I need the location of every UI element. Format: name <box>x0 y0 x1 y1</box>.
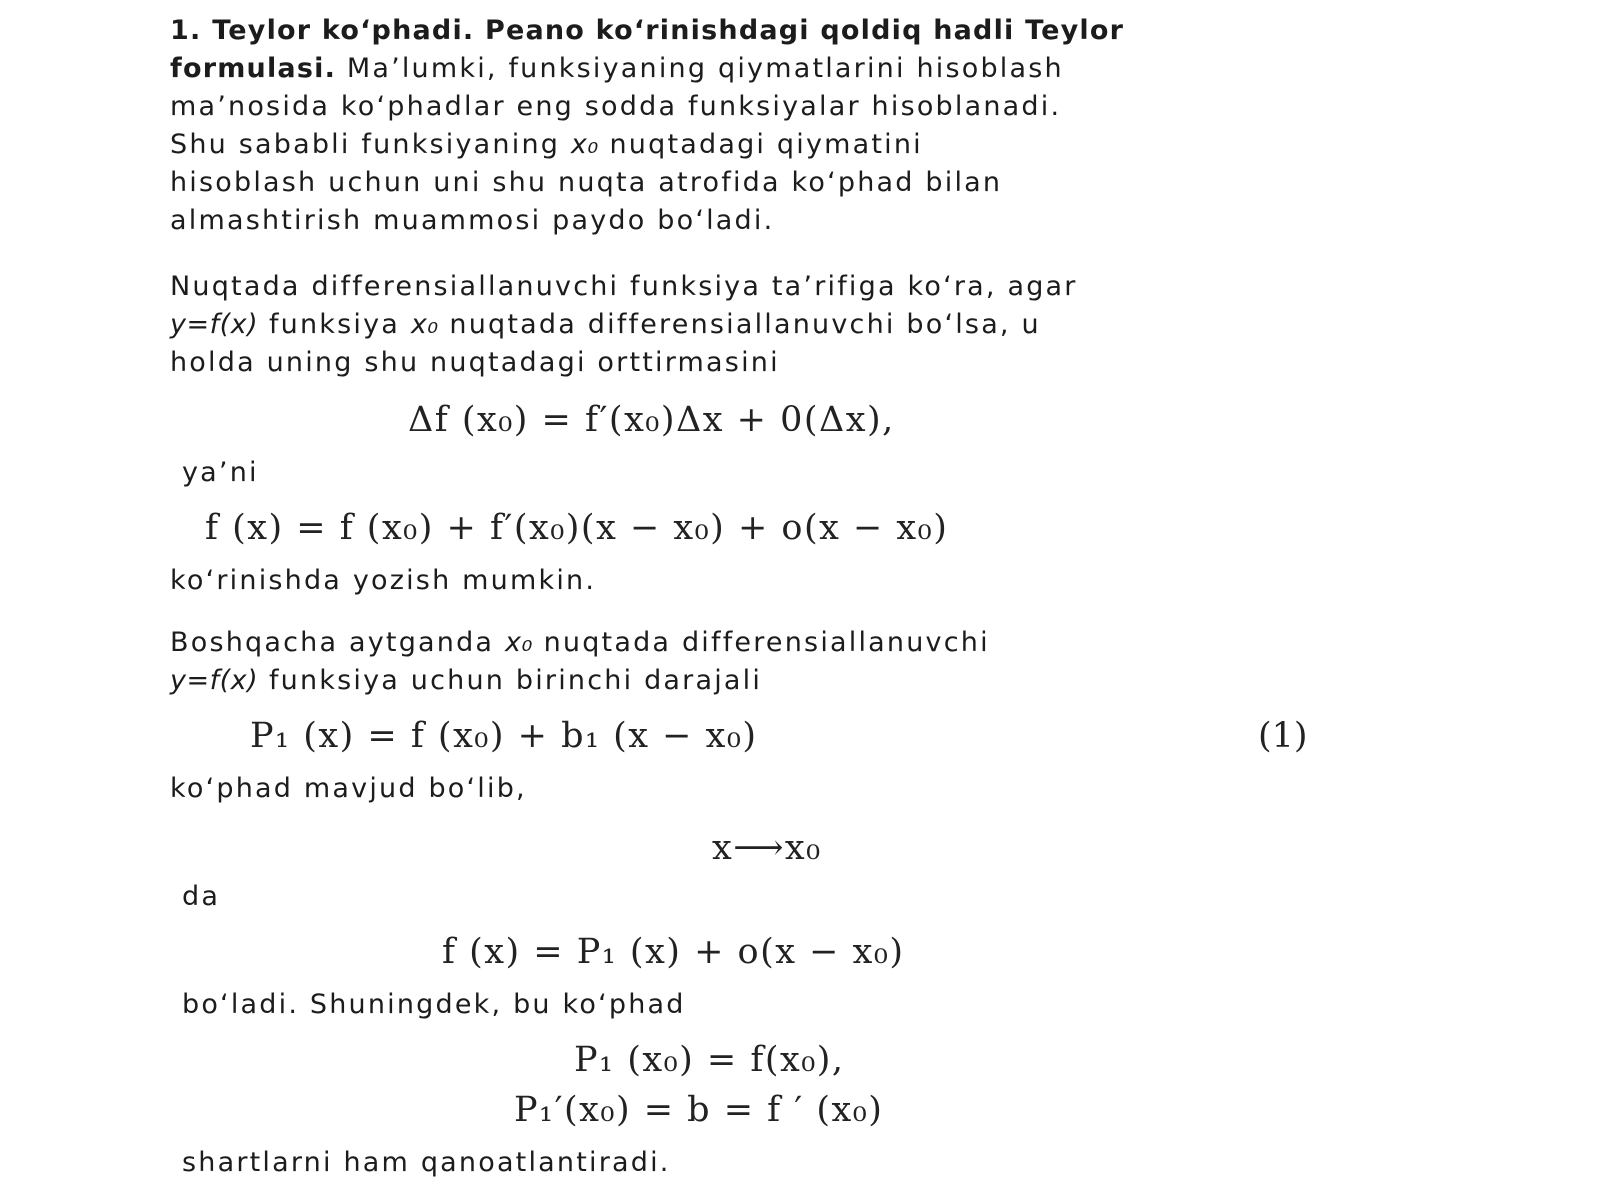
formula-condition-2: P₁′(x₀) = b = f ′ (x₀) <box>514 1090 884 1130</box>
inline-function: y=f(x) <box>170 309 259 340</box>
heading-line-1 <box>170 12 1124 50</box>
inline-variable: x₀ <box>410 309 439 340</box>
paragraph-text: nuqtada differensiallanuvchi <box>543 627 990 658</box>
heading-number: 1. <box>170 15 202 46</box>
paragraph-text: Shu sababli funksiyaning <box>170 129 561 160</box>
paragraph-2-line-2 <box>170 306 1041 344</box>
formula-condition-1: P₁ (x₀) = f(x₀), <box>574 1040 845 1080</box>
paragraph-text: funksiya uchun birinchi darajali <box>268 665 763 696</box>
formula-increment: Δf (x₀) = f′(x₀)Δx + 0(Δx), <box>408 400 895 440</box>
paragraph-text: nuqtadagi qiymatini <box>609 129 923 160</box>
paragraph-1-line-5: almashtirish muammosi paydo bo‘ladi. <box>170 205 775 236</box>
paragraph-text: Boshqacha aytganda <box>170 627 495 658</box>
paragraph-2-line-3: holda uning shu nuqtadagi orttirmasini <box>170 347 780 378</box>
heading-title-cont: formulasi. <box>170 53 337 84</box>
paragraph-text: funksiya <box>268 309 401 340</box>
paragraph-text: Ma’lumki, funksiyaning qiymatlarini hisoblash <box>346 53 1064 84</box>
paragraph-1-line-3 <box>170 126 923 164</box>
text-da: da <box>182 881 221 912</box>
text-kophad: ko‘phad mavjud bo‘lib, <box>170 773 527 804</box>
formula-polynomial-p1: P₁ (x) = f (x₀) + b₁ (x − x₀) <box>250 716 758 756</box>
paragraph-3-line-2 <box>170 662 762 700</box>
paragraph-1-line-2: ma’nosida ko‘phadlar eng sodda funksiyalar hisoblanadi. <box>170 91 1062 122</box>
text-yani: ya’ni <box>182 457 259 488</box>
inline-variable: x₀ <box>504 627 533 658</box>
text-shartlarni: shartlarni ham qanoatlantiradi. <box>182 1147 671 1178</box>
text-korinishda: ko‘rinishda yozish mumkin. <box>170 565 597 596</box>
text-boladi: bo‘ladi. Shuningdek, bu ko‘phad <box>182 989 686 1020</box>
paragraph-2-line-1: Nuqtada differensiallanuvchi funksiya ta’rifiga ko‘ra, agar <box>170 271 1078 302</box>
formula-taylor-first-order: f (x) = P₁ (x) + o(x − x₀) <box>442 932 905 972</box>
formula-linear-approx: f (x) = f (x₀) + f′(x₀)(x − x₀) + o(x − x₀) <box>205 508 949 548</box>
paragraph-text: nuqtada differensiallanuvchi bo‘lsa, u <box>449 309 1041 340</box>
paragraph-3-line-1 <box>170 624 990 662</box>
inline-variable: x₀ <box>570 129 599 160</box>
heading-title: Teylor ko‘phadi. Peano ko‘rinishdagi qoldiq hadli Teylor <box>212 15 1125 46</box>
paragraph-1-line-4: hisoblash uchun uni shu nuqta atrofida ko‘phad bilan <box>170 167 1003 198</box>
formula-limit: x⟶x₀ <box>712 828 822 868</box>
equation-number: (1) <box>1258 716 1308 756</box>
inline-function: y=f(x) <box>170 665 259 696</box>
paragraph-1-line-1 <box>170 50 1064 88</box>
